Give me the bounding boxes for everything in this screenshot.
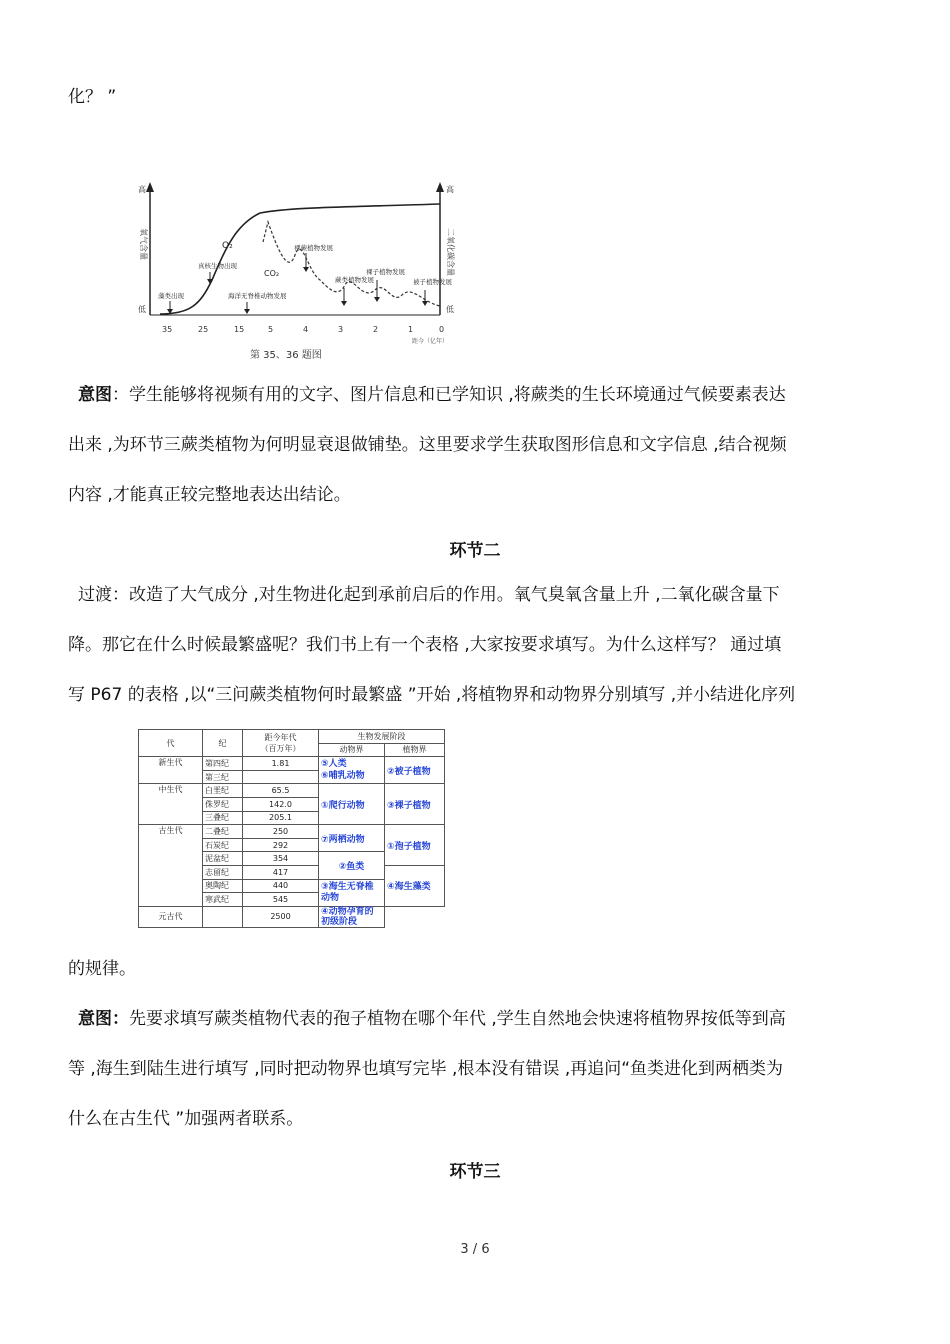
header-time: 距今年代	[264, 733, 297, 743]
animal-amphibians: ⑦两栖动物	[319, 825, 385, 852]
header-period: 纪	[203, 730, 243, 757]
intent-label: 意图	[78, 385, 112, 405]
animal-fish: ②鱼类	[319, 852, 385, 879]
period-cell: 奥陶纪	[203, 879, 243, 893]
co2-curve	[263, 222, 440, 306]
intent-paragraph-2	[68, 994, 884, 1144]
animal-primitive-stage: ④动物孕育的初级阶段	[319, 906, 385, 927]
left-axis-high: 高	[138, 185, 146, 194]
left-axis-label: 氧气含量	[139, 228, 148, 260]
header-plant: 植物界	[385, 743, 445, 757]
period-cell: 三叠纪	[203, 811, 243, 825]
time-cell: 545	[243, 893, 319, 907]
period-cell: 寒武纪	[203, 893, 243, 907]
right-axis-arrow	[436, 182, 444, 192]
time-cell: 2500	[243, 906, 319, 927]
right-axis-low: 低	[446, 305, 454, 314]
annotation: 裸子植物发展	[366, 268, 405, 276]
geological-table	[138, 729, 445, 928]
period-cell: 泥盆纪	[203, 852, 243, 866]
era-paleozoic: 古生代	[139, 825, 203, 907]
transition-line4: 的规律。	[68, 959, 136, 979]
intent1-line1: ：学生能够将视频有用的文字、图片信息和已学知识 ,将蕨类的生长环境通过气候要素表达	[112, 385, 786, 405]
time-cell: 354	[243, 852, 319, 866]
intent2-line3: 什么在古生代 ”加强两者联系。	[68, 1109, 304, 1129]
left-axis-arrow	[146, 182, 154, 192]
header-era: 代	[139, 730, 203, 757]
x-tick: 25	[198, 325, 209, 334]
time-cell: 440	[243, 879, 319, 893]
header-time-unit: （百万年）	[260, 744, 301, 754]
atmosphere-evolution-figure	[130, 180, 460, 365]
period-cell: 志留纪	[203, 865, 243, 879]
right-axis-label: 二氧化碳含量	[446, 228, 455, 276]
page-number: 3 / 6	[460, 1242, 490, 1257]
header-animal: 动物界	[319, 743, 385, 757]
plant-marine-algae: ④海生藻类	[385, 865, 445, 906]
period-cell: 白垩纪	[203, 784, 243, 798]
transition-line2: 降。那它在什么时候最繁盛呢？我们书上有一个表格 ,大家按要求填写。为什么这样写？ 通过填	[68, 635, 782, 655]
x-tick: 2	[373, 325, 379, 334]
figure-caption: 第 35、36 题图	[250, 350, 322, 361]
co2-label: CO₂	[264, 269, 280, 278]
x-ticks	[162, 325, 444, 334]
o2-label: O₂	[222, 241, 233, 251]
annotation: 海洋无脊椎动物发展	[228, 292, 287, 300]
plant-spore-plants: ①孢子植物	[385, 825, 445, 866]
intent2-label: 意图：	[78, 1009, 129, 1029]
x-tick: 5	[268, 325, 274, 334]
animal-marine-invertebrates: ③海生无脊椎动物	[319, 879, 385, 906]
x-unit: 距今（亿年）	[412, 338, 449, 345]
time-cell: 1.81	[243, 757, 319, 771]
x-tick: 3	[338, 325, 344, 334]
time-cell: 205.1	[243, 811, 319, 825]
period-cell: 第四纪	[203, 757, 243, 771]
time-cell: 250	[243, 825, 319, 839]
transition-line1: 过渡：改造了大气成分 ,对生物进化起到承前启后的作用。氧气臭氧含量上升 ,二氧化碳含量下	[78, 585, 780, 605]
time-cell	[243, 770, 319, 784]
x-tick: 1	[408, 325, 414, 334]
time-cell: 142.0	[243, 797, 319, 811]
plant-angiosperms: ②被子植物	[385, 757, 445, 784]
transition-line3: 写 P67 的表格 ,以“三问蕨类植物何时最繁盛 ”开始 ,将植物界和动物界分别填写 ,并小结进化序列	[68, 685, 796, 705]
left-axis-low: 低	[138, 305, 146, 314]
animal-humans: ⑤人类	[321, 759, 347, 770]
period-cell: 第三纪	[203, 770, 243, 784]
intent1-line2: 出来 ,为环节三蕨类植物为何明显衰退做铺垫。这里要求学生获取图形信息和文字信息 ,结合视频	[68, 435, 787, 455]
era-mesozoic: 中生代	[139, 784, 203, 825]
x-tick: 35	[162, 325, 173, 334]
x-tick: 15	[234, 325, 245, 334]
time-cell: 417	[243, 865, 319, 879]
era-cenozoic: 新生代	[139, 757, 203, 784]
section-3-title: 环节三	[449, 1162, 501, 1182]
time-cell: 292	[243, 838, 319, 852]
transition-paragraph	[68, 570, 884, 720]
right-axis-high: 高	[446, 185, 454, 194]
plant-gymnosperms: ③裸子植物	[385, 784, 445, 825]
intent2-line1: 先要求填写蕨类植物代表的孢子植物在哪个年代 ,学生自然地会快速将植物界按低等到高	[129, 1009, 786, 1029]
intent-paragraph-1	[68, 370, 884, 520]
intent1-line3: 内容 ,才能真正较完整地表达出结论。	[68, 485, 351, 505]
annotation: 藻类出现	[158, 292, 184, 300]
section-2-title: 环节二	[449, 541, 501, 561]
intent2-line2: 等 ,海生到陆生进行填写 ,同时把动物界也填写完毕 ,根本没有错误 ,再追问“鱼类进化到两栖类为	[68, 1059, 784, 1079]
animal-reptiles: ①爬行动物	[319, 784, 385, 825]
annotation: 真核生物出现	[198, 262, 237, 270]
annotation: 被子植物发展	[413, 278, 452, 286]
header-stage: 生物发展阶段	[319, 730, 445, 744]
time-cell: 65.5	[243, 784, 319, 798]
period-cell: 侏罗纪	[203, 797, 243, 811]
era-precambrian: 元古代	[139, 906, 203, 927]
x-tick: 0	[439, 325, 445, 334]
animal-mammals: ⑥哺乳动物	[321, 771, 365, 782]
period-cell: 石炭纪	[203, 838, 243, 852]
intro-tail: 化？ ”	[68, 87, 117, 107]
period-cell: 二叠纪	[203, 825, 243, 839]
annotation: 裸蕨植物发展	[294, 244, 333, 252]
x-tick: 4	[303, 325, 309, 334]
annotation: 蕨类植物发展	[335, 276, 374, 284]
